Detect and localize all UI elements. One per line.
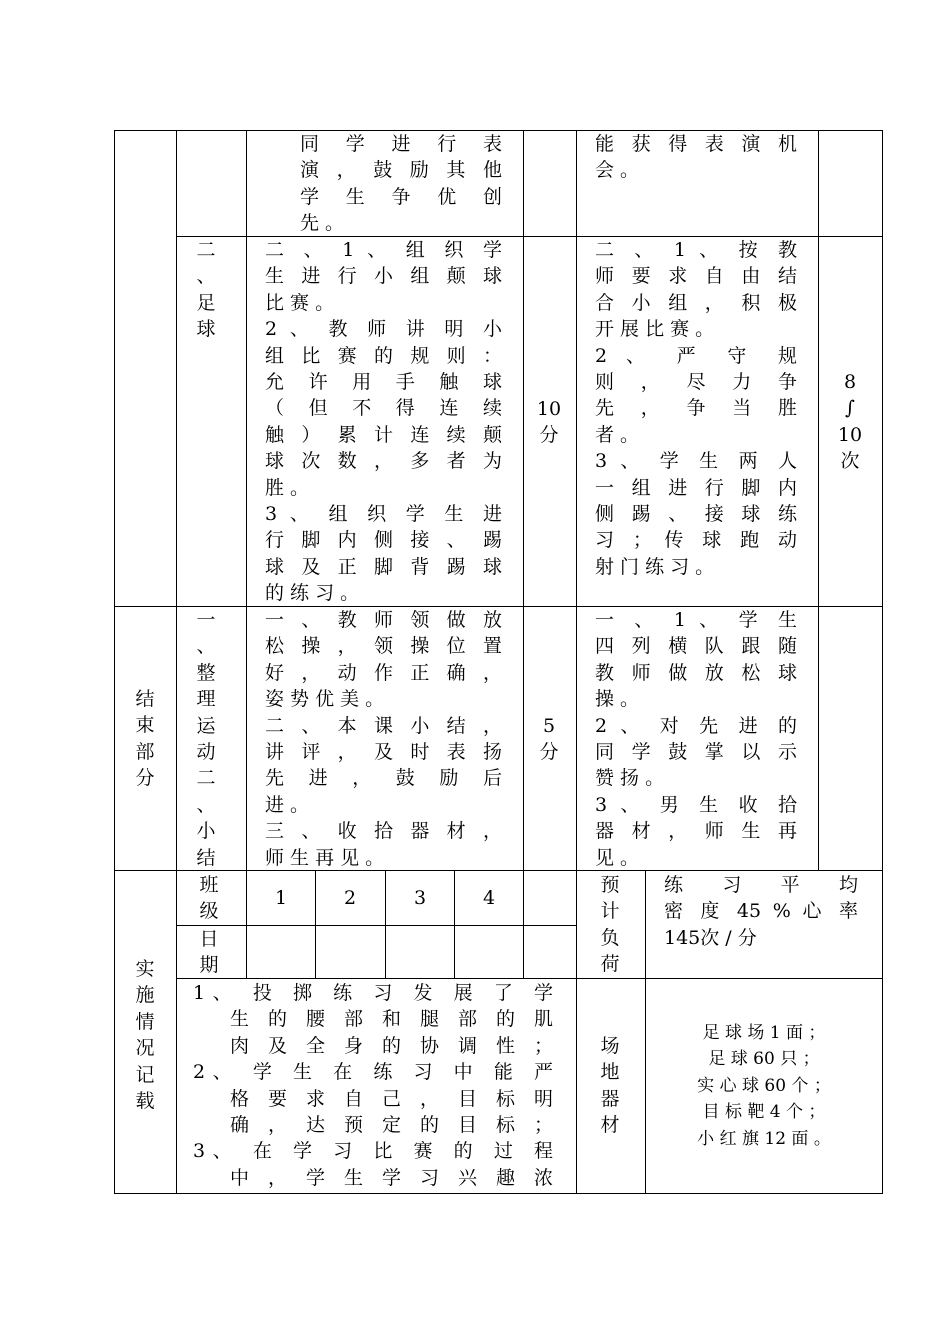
text-line: 见 。 xyxy=(595,846,640,869)
count-football xyxy=(834,369,866,475)
text-line: 1、 投 掷 练 习 发 展 了 学 xyxy=(193,982,553,1004)
venue-equipment-label xyxy=(594,1033,626,1139)
char: 况 xyxy=(135,1037,155,1060)
text-line: 3 、 男 生 收 拾 xyxy=(595,793,797,816)
text-line: 师 要 求 自 由 结 xyxy=(595,265,797,288)
text-line: 好 ， 动 作 正 确 ， xyxy=(265,661,502,684)
text-line: 比 赛 。 xyxy=(265,291,335,314)
text-line: 能 获 得 表 演 机 xyxy=(595,133,797,155)
text-line: 先 。 xyxy=(300,212,345,235)
time-value: 5 xyxy=(542,715,556,737)
text-line: 演 ， 鼓 励 其 他 xyxy=(300,159,502,182)
text-line: 射 门 练 习 。 xyxy=(595,555,715,578)
char: 足 xyxy=(196,291,216,314)
char: 动 xyxy=(196,741,216,764)
text-line: 允 许 用 手 触 球 xyxy=(265,371,502,394)
class-number: 4 xyxy=(482,887,496,909)
char: 载 xyxy=(135,1090,155,1113)
text-line: 器 材 ， 师 生 再 xyxy=(595,820,797,843)
col-divider xyxy=(818,130,819,871)
text-line: 同 学 进 行 表 xyxy=(300,133,502,155)
text-line: 触 ） 累 计 连 续 颠 xyxy=(265,423,502,446)
text-line: 同 学 鼓 掌 以 示 xyxy=(595,741,797,764)
forecast-load-label xyxy=(594,872,626,978)
char: 级 xyxy=(199,900,219,923)
text-line: 姿 势 优 美 。 xyxy=(265,688,385,711)
date-label xyxy=(193,926,225,979)
text-line: 球 次 数 ， 多 者 为 xyxy=(265,450,502,473)
char: 结 xyxy=(196,846,216,869)
char: 二 xyxy=(196,239,216,261)
forecast-load-text xyxy=(664,872,858,951)
text-line: 讲 评 ， 及 时 表 扬 xyxy=(265,741,502,764)
char: 、 xyxy=(196,265,216,288)
text-line: 密 度 45 % 心 率 xyxy=(664,900,858,923)
text-line: 目 标 靶 4 个 ； xyxy=(702,1102,826,1123)
text-line: 足 球 60 只 ； xyxy=(708,1049,820,1070)
text-line: 二 、 1 、 按 教 xyxy=(595,239,797,261)
class-number: 3 xyxy=(413,887,427,909)
text-line: 四 列 横 队 跟 随 xyxy=(595,635,797,658)
item-football xyxy=(190,237,222,343)
text-line: 练 习 平 均 xyxy=(664,874,858,896)
char: 部 xyxy=(135,740,155,763)
class-4 xyxy=(454,885,524,911)
text-line: 会 。 xyxy=(595,159,640,182)
time-ending xyxy=(533,713,565,766)
char: 材 xyxy=(600,1114,620,1137)
text-line: 进 。 xyxy=(265,793,310,816)
text-line: 生 的 腰 部 和 腿 部 的 肌 xyxy=(230,1008,553,1031)
text-line: 实 心 球 60 个 ； xyxy=(697,1075,831,1096)
text-line: 先 ， 争 当 胜 xyxy=(595,397,797,420)
text-line: 先 进 ， 鼓 励 后 xyxy=(265,767,502,790)
text-line: 组 比 赛 的 规 则 ： xyxy=(265,344,502,367)
text-line: 松 操 ， 领 操 位 置 xyxy=(265,635,502,658)
class-number: 2 xyxy=(343,887,357,909)
student-text-football xyxy=(595,237,797,580)
col-divider xyxy=(114,130,115,1194)
text-line: 确 ， 达 预 定 的 目 标 ； xyxy=(230,1114,553,1137)
char: 小 xyxy=(196,820,216,843)
char: 一 xyxy=(196,609,216,631)
text-line: 二 、 1 、 组 织 学 xyxy=(265,239,502,261)
row-divider xyxy=(176,978,883,979)
text-line: 合 小 组 ， 积 极 xyxy=(595,291,797,314)
char: 整 xyxy=(196,661,216,684)
count-value: 10 xyxy=(837,423,863,446)
char: 班 xyxy=(199,874,219,896)
col-divider xyxy=(246,130,247,871)
text-line: 操 。 xyxy=(595,688,640,711)
char: 球 xyxy=(196,318,216,341)
text-line: 3 、 组 织 学 生 进 xyxy=(265,503,502,526)
venue-equipment-list xyxy=(646,1020,882,1152)
text-line: 生 进 行 小 组 颠 球 xyxy=(265,265,502,288)
text-line: 侧 踢 、 接 球 练 xyxy=(595,503,797,526)
table-bottom-border xyxy=(114,1193,883,1194)
char: 二 xyxy=(196,767,216,790)
text-line: 2 、 严 守 规 xyxy=(595,344,797,367)
time-football xyxy=(533,396,565,449)
char: 预 xyxy=(600,874,620,896)
char: 、 xyxy=(196,793,216,816)
text-line: 一 组 进 行 脚 内 xyxy=(595,476,797,499)
class-2 xyxy=(315,885,385,911)
char: 地 xyxy=(600,1061,620,1084)
char: 结 xyxy=(135,688,155,710)
text-line: 习 ； 传 球 跑 动 xyxy=(595,529,797,552)
part-implementation-record xyxy=(129,956,161,1114)
text-line: 三 、 收 拾 器 材 ， xyxy=(265,820,502,843)
col-divider xyxy=(576,130,577,1194)
text-line: 格 要 求 自 己 ， 目 标 明 xyxy=(230,1087,553,1110)
time-value: 10 xyxy=(536,398,562,420)
char: 分 xyxy=(135,767,155,790)
time-unit: 分 xyxy=(539,424,559,447)
class-number: 1 xyxy=(274,887,288,909)
char: 、 xyxy=(196,635,216,658)
text-line: 开 展 比 赛 。 xyxy=(595,318,715,341)
text-line: 者 。 xyxy=(595,423,640,446)
text-line: 小 红 旗 12 面 。 xyxy=(697,1128,831,1149)
text-line: 一 、 1 、 学 生 xyxy=(595,609,797,631)
text-line: 肉 及 全 身 的 协 调 性 ； xyxy=(230,1034,553,1057)
char: 日 xyxy=(199,928,219,950)
text-line: 则 ， 尽 力 争 xyxy=(595,371,797,394)
char: 情 xyxy=(135,1010,155,1033)
table-right-border xyxy=(882,130,883,1194)
count-sep: ∫ xyxy=(845,397,855,420)
text-line: 球 及 正 脚 背 踢 球 xyxy=(265,555,502,578)
char: 计 xyxy=(600,900,620,923)
text-line: 行 脚 内 侧 接 、 踢 xyxy=(265,529,502,552)
char: 场 xyxy=(600,1035,620,1057)
text-line: 3 、 学 生 两 人 xyxy=(595,450,797,473)
text-line: 胜 。 xyxy=(265,476,310,499)
char: 负 xyxy=(600,926,620,949)
text-line: 足 球 场 1 面 ； xyxy=(702,1023,826,1043)
col-divider xyxy=(523,130,524,871)
char: 理 xyxy=(196,688,216,711)
text-line: 学 生 争 优 创 xyxy=(300,185,502,208)
count-unit: 次 xyxy=(840,450,860,473)
time-unit: 分 xyxy=(539,741,559,764)
char: 器 xyxy=(600,1087,620,1110)
char: 束 xyxy=(135,714,155,737)
text-line: 145次 / 分 xyxy=(664,926,757,949)
char: 荷 xyxy=(600,953,620,976)
char: 施 xyxy=(135,984,155,1007)
method-text-football xyxy=(265,237,502,607)
text-line: 2 、 对 先 进 的 xyxy=(595,714,797,737)
method-text-cont xyxy=(300,131,502,237)
text-line: 2 、 教 师 讲 明 小 xyxy=(265,318,502,341)
text-line: 的 练 习 。 xyxy=(265,582,360,605)
class-label xyxy=(193,872,225,925)
char: 运 xyxy=(196,714,216,737)
method-text-ending xyxy=(265,607,502,871)
count-value: 8 xyxy=(843,371,857,393)
text-line: 3、 在 学 习 比 赛 的 过 程 xyxy=(193,1140,553,1163)
student-text-ending xyxy=(595,607,797,871)
text-line: 一 、 教 师 领 做 放 xyxy=(265,609,502,631)
text-line: 中 ， 学 生 学 习 兴 趣 浓 xyxy=(230,1166,553,1189)
char: 记 xyxy=(135,1063,155,1086)
item-cooldown-summary xyxy=(190,607,222,871)
text-line: 教 师 做 放 松 球 xyxy=(595,661,797,684)
text-line: 师 生 再 见 。 xyxy=(265,846,385,869)
text-line: （ 但 不 得 连 续 xyxy=(265,397,502,420)
class-1 xyxy=(246,885,316,911)
row-divider xyxy=(176,925,576,926)
char: 期 xyxy=(199,954,219,977)
part-ending xyxy=(129,686,161,792)
class-3 xyxy=(385,885,455,911)
col-divider xyxy=(176,130,177,1194)
text-line: 二 、 本 课 小 结 ， xyxy=(265,714,502,737)
implementation-record-text xyxy=(193,980,553,1191)
text-line: 赞 扬 。 xyxy=(595,767,665,790)
student-text-cont xyxy=(595,131,797,184)
char: 实 xyxy=(135,958,155,980)
text-line: 2、 学 生 在 练 习 中 能 严 xyxy=(193,1061,553,1084)
